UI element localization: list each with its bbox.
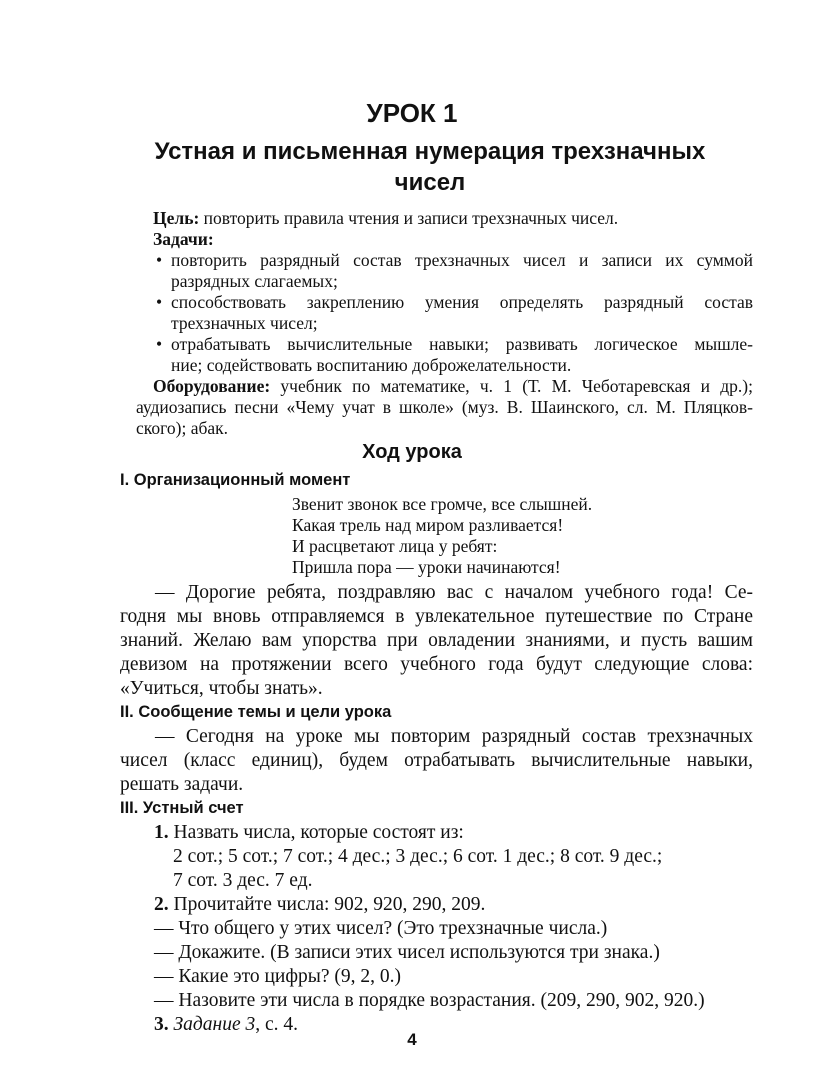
equipment-line3: ского); абак.	[136, 418, 229, 438]
task2-line1: способствовать закреплению умения определять разрядный состав	[171, 292, 753, 312]
section2-line1: — Сегодня на уроке мы повторим разрядный состав трехзначных	[155, 726, 753, 747]
task3-line2: ние; содействовать воспитанию доброжелательности.	[171, 355, 572, 375]
greeting-line1: — Дорогие ребята, поздравляю вас с началом учебного года! Се-	[155, 582, 753, 603]
section3-heading: III. Устный счет	[120, 799, 244, 817]
goal-line	[153, 208, 618, 229]
task1-line2: разрядных слагаемых;	[171, 271, 338, 291]
task1-line1: повторить разрядный состав трехзначных чисел и записи их суммой	[171, 250, 753, 270]
greeting-line5: «Учиться, чтобы знать».	[120, 678, 323, 699]
goal-label: Цель:	[153, 208, 200, 228]
item2-line	[154, 893, 485, 917]
section2-line2: чисел (класс единиц), будем отрабатывать вычислительные навыки,	[120, 750, 753, 771]
item1-line	[154, 821, 464, 845]
task2-line2: трехзначных чисел;	[171, 313, 318, 333]
question-line: — Докажите. (В записи этих чисел используются три знака.)	[154, 942, 660, 963]
item1-line3: 7 сот. 3 дес. 7 ед.	[173, 870, 313, 891]
item1-number: 1.	[154, 822, 169, 843]
poem-line: И расцветают лица у ребят:	[292, 536, 498, 556]
item2-text: Прочитайте числа: 902, 920, 290, 209.	[168, 894, 486, 915]
poem-line: Звенит звонок все громче, все слышней.	[292, 494, 593, 514]
poem-line: Пришла пора — уроки начинаются!	[292, 557, 561, 577]
goal-text: повторить правила чтения и записи трехзначных чисел.	[199, 208, 619, 228]
section1-heading: I. Организационный момент	[120, 471, 351, 489]
equipment-line2: аудиозапись песни «Чему учат в школе» (муз. В. Шаинского, сл. М. Пляцков-	[136, 397, 753, 417]
question-line: — Что общего у этих чисел? (Это трехзначные числа.)	[154, 918, 608, 939]
page-number: 4	[407, 1030, 417, 1049]
section2-heading: II. Сообщение темы и цели урока	[120, 703, 392, 721]
item3-number: 3.	[154, 1014, 169, 1035]
bullet-icon: •	[156, 250, 163, 270]
task3-line1: отрабатывать вычислительные навыки; развивать логическое мышле-	[171, 334, 753, 354]
item2-number: 2.	[154, 894, 169, 915]
item3-italic: Задание 3	[173, 1014, 256, 1035]
bullet-icon: •	[156, 334, 163, 354]
greeting-line2: годня мы вновь отправляемся в увлекательное путешествие по Стране	[120, 606, 753, 627]
lesson-title: УРОК 1	[366, 98, 458, 128]
topic-title-line2: чисел	[394, 169, 466, 196]
topic-title	[110, 136, 750, 198]
course-title: Ход урока	[362, 441, 462, 463]
greeting-line4: девизом на протяжении всего учебного года будут следующие слова:	[120, 654, 753, 675]
item3-rest: , с. 4.	[255, 1014, 299, 1035]
question-line: — Какие это цифры? (9, 2, 0.)	[154, 966, 401, 987]
topic-title-line1: Устная и письменная нумерация трехзначных	[154, 138, 706, 165]
question-line: — Назовите эти числа в порядке возрастания. (209, 290, 902, 920.)	[154, 990, 705, 1011]
poem-line: Какая трель над миром разливается!	[292, 515, 564, 535]
greeting-line3: знаний. Желаю вам упорства при овладении знаниями, и пусть вашим	[120, 630, 753, 651]
equipment-label: Оборудование:	[153, 376, 271, 396]
bullet-icon: •	[156, 292, 163, 312]
section2-line3: решать задачи.	[120, 774, 244, 795]
equipment-line1	[153, 376, 753, 397]
equipment-text: учебник по математике, ч. 1 (Т. М. Чеботаревская и др.);	[270, 376, 753, 396]
tasks-label: Задачи:	[153, 229, 214, 249]
item1-line2: 2 сот.; 5 сот.; 7 сот.; 4 дес.; 3 дес.; 6 сот. 1 дес.; 8 сот. 9 дес.;	[173, 846, 663, 867]
item1-text: Назвать числа, которые состоят из:	[168, 822, 464, 843]
